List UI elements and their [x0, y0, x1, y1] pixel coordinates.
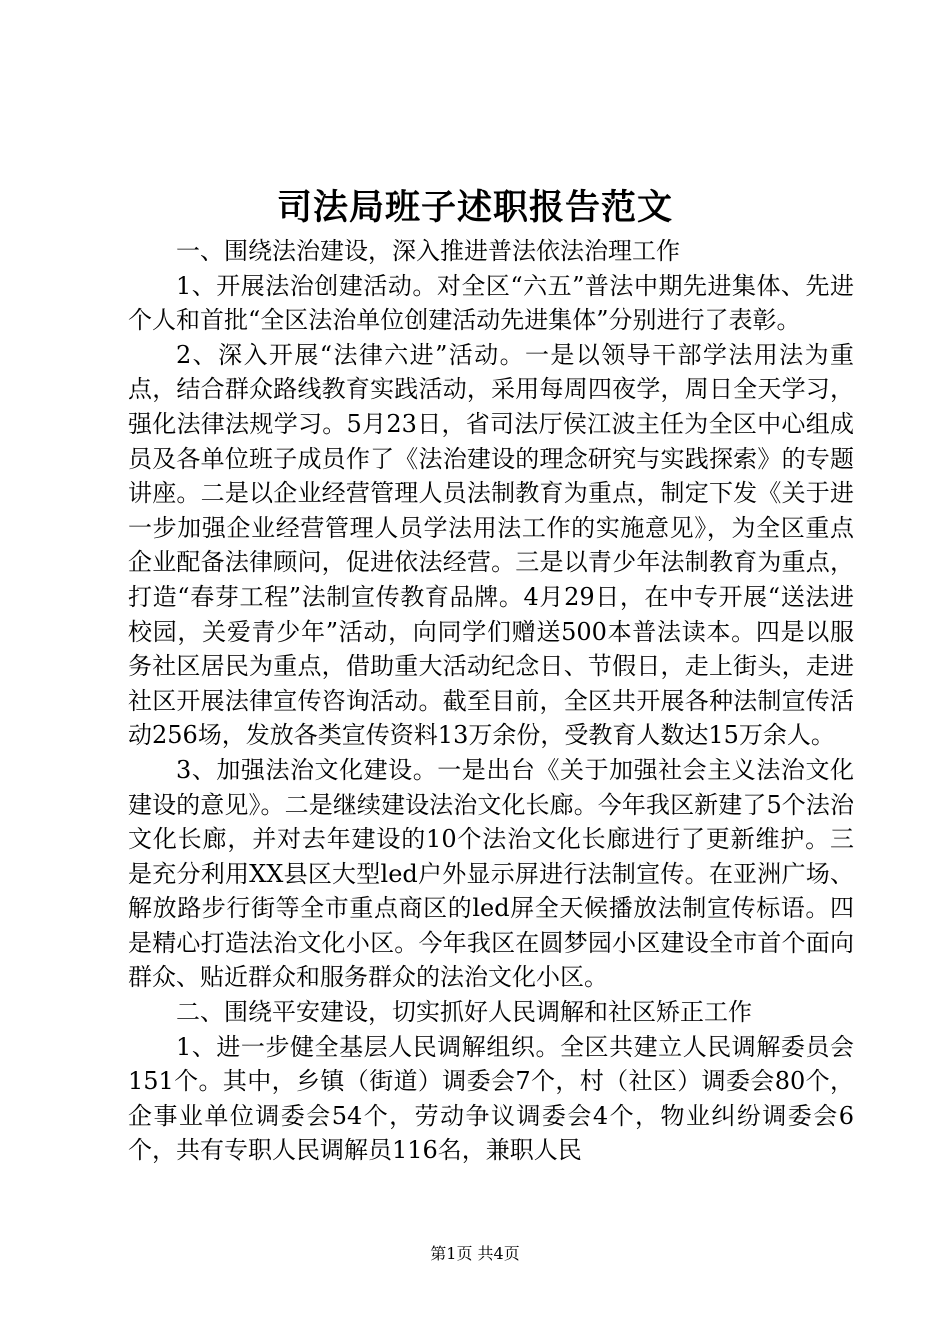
section-heading-2: 二、围绕平安建设，切实抓好人民调解和社区矫正工作 — [176, 998, 752, 1027]
section-heading-1: 一、围绕法治建设，深入推进普法依法治理工作 — [176, 237, 680, 265]
page-footer: 第1页 共4页 — [430, 1244, 520, 1263]
paragraph-2: 2、深入开展“法律六进”活动。一是以领导干部学法用法为重点，结合群众路线教育实践活动，采用每周四夜学，周日全天学习，强化法律法规学习。5月23日，省司法厅侯江波主任为全区中心组成员及各单位班子成员作了《法治建设的理念研究与实践探索》的专题讲座。二是以企业经营管理人员法制教育为重点，制定下发《关于进一步加强企业经营管理人员学法用法工作的实施意见》，为全区重点企业配备法律顾问，促进依法经营。三是以青少年法制教育为重点，打造“春芽工程”法制宣传教育品牌。4月29日，在中专开展“送法进校园，关爱青少年”活动，向同学们赠送500本普法读本。四是以服务社区居民为重点，借助重大活动纪念日、节假日，走上街头，走进社区开展法律宣传咨询活动。截至目前，全区共开展各种法制宣传活动256场，发放各类宣传资料13万余份，受教育人数达15万余人。 — [128, 340, 854, 750]
document-body — [128, 234, 854, 1168]
paragraph-4: 1、进一步健全基层人民调解组织。全区共建立人民调解委员会151个。其中，乡镇（街道）调委会7个，村（社区）调委会80个，企事业单位调委会54个，劳动争议调委会4个，物业纠纷调委会6个，共有专职人民调解员116名，兼职人民 — [128, 1032, 854, 1165]
paragraph-3: 3、加强法治文化建设。一是出台《关于加强社会主义法治文化建设的意见》。二是继续建设法治文化长廊。今年我区新建了5个法治文化长廊，并对去年建设的10个法治文化长廊进行了更新维护。三是充分利用XX县区大型led户外显示屏进行法制宣传。在亚洲广场、解放路步行街等全市重点商区的led屏全天候播放法制宣传标语。四是精心打造法治文化小区。今年我区在圆梦园小区建设全市首个面向群众、贴近群众和服务群众的法治文化小区。 — [128, 755, 854, 992]
paragraph-1: 1、开展法治创建活动。对全区“六五”普法中期先进集体、先进个人和首批“全区法治单位创建活动先进集体”分别进行了表彰。 — [128, 271, 854, 335]
document-title: 司法局班子述职报告范文 — [276, 187, 673, 228]
